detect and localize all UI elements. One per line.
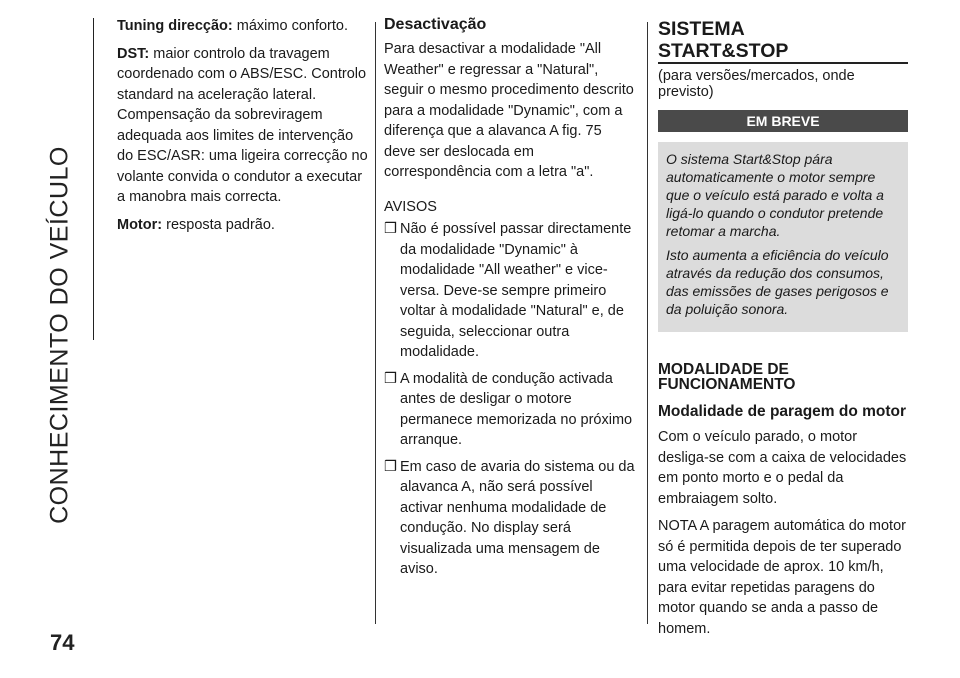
dst-label: DST: (117, 45, 150, 62)
checkbox-bullet-icon: ❒ (384, 221, 397, 237)
checkbox-bullet-icon: ❒ (384, 458, 397, 475)
section-title-line2: START&STOP (658, 40, 789, 62)
title-underline (658, 62, 908, 64)
aviso-item (384, 457, 636, 580)
tuning-paragraph (117, 16, 369, 37)
section-subtitle: (para versões/mercados, onde previsto) (658, 68, 855, 100)
column-divider-2 (647, 22, 648, 624)
info-box (658, 142, 908, 332)
aviso-text: Em caso de avaria do sistema ou da alavanca A, não será possível activar nenhuma modalidade de condução. No display será visualizada uma mensagem de aviso. (400, 458, 635, 577)
checkbox-bullet-icon: ❒ (384, 370, 397, 387)
aviso-text: Não é possível passar directamente da modalidade "Dynamic" à modalidade "All weather" e vice-versa. Deve-se sempre primeiro voltar à modalidade "Natural" e, de seguida, seleccionar outra modalidade. (400, 221, 632, 360)
motor-paragraph (117, 215, 369, 236)
column-3 (658, 16, 908, 646)
aviso-text: A modalità de condução activada antes de desligar o motore permanece memorizada no próximo arranque. (400, 370, 633, 448)
side-section-title: CONHECIMENTO DO VEÍCULO (45, 146, 74, 524)
aviso-item (384, 219, 636, 363)
column-2 (384, 16, 636, 586)
side-rule (93, 18, 94, 340)
avisos-label: AVISOS (384, 198, 437, 215)
desactivacao-heading: Desactivação (384, 16, 487, 33)
aviso-item (384, 369, 636, 451)
modalidade-heading: MODALIDADE DE FUNCIONAMENTO (658, 361, 796, 393)
column-divider-1 (375, 22, 376, 624)
motor-text: resposta padrão. (166, 216, 275, 233)
dst-paragraph (117, 44, 369, 208)
page-number: 74 (50, 630, 75, 655)
paragem-heading: Modalidade de paragem do motor (658, 403, 907, 420)
dst-text: maior controlo da travagem coordenado com o ABS/ESC. Controlo standard na aceleração lateral. Compensação da sobreviragem adequada aos limites de intervenção do ESC/ASR: uma ligeira correcção no volante convida o condutor a executar a manobra mais correcta. (117, 45, 368, 205)
info-box-paragraph-1: O sistema Start&Stop pára automaticamente o motor sempre que o veículo está parado e volta a ligá-lo quando o condutor pretende retomar a marcha. (666, 151, 884, 239)
section-title-line1: SISTEMA (658, 18, 745, 40)
tuning-label: Tuning direcção: (117, 18, 233, 34)
info-box-paragraph-2: Isto aumenta a eficiência do veículo através da redução dos consumos, das emissões de gases perigosos e da poluição sonora. (666, 247, 889, 317)
desactivacao-paragraph: Para desactivar a modalidade "All Weather" e regressar a "Natural", seguir o mesmo procedimento descrito para a modalidade "Dynamic", com a diferença que a alavanca A fig. 75 deve ser deslocada em correspondência com a letra "a". (384, 41, 634, 180)
em-breve-bar: EM BREVE (658, 110, 908, 132)
column-1 (117, 16, 369, 242)
motor-label: Motor: (117, 216, 163, 233)
paragem-paragraph-1: Com o veículo parado, o motor desliga-se com a caixa de velocidades em ponto morto e o pedal da embraiagem solto. (658, 429, 907, 507)
tuning-text: máximo conforto. (236, 18, 348, 34)
paragem-paragraph-2: NOTA A paragem automática do motor só é permitida depois de ter superado uma velocidade de aprox. 10 km/h, para evitar repetidas paragens do motor quando se anda a passo de homem. (658, 518, 906, 637)
